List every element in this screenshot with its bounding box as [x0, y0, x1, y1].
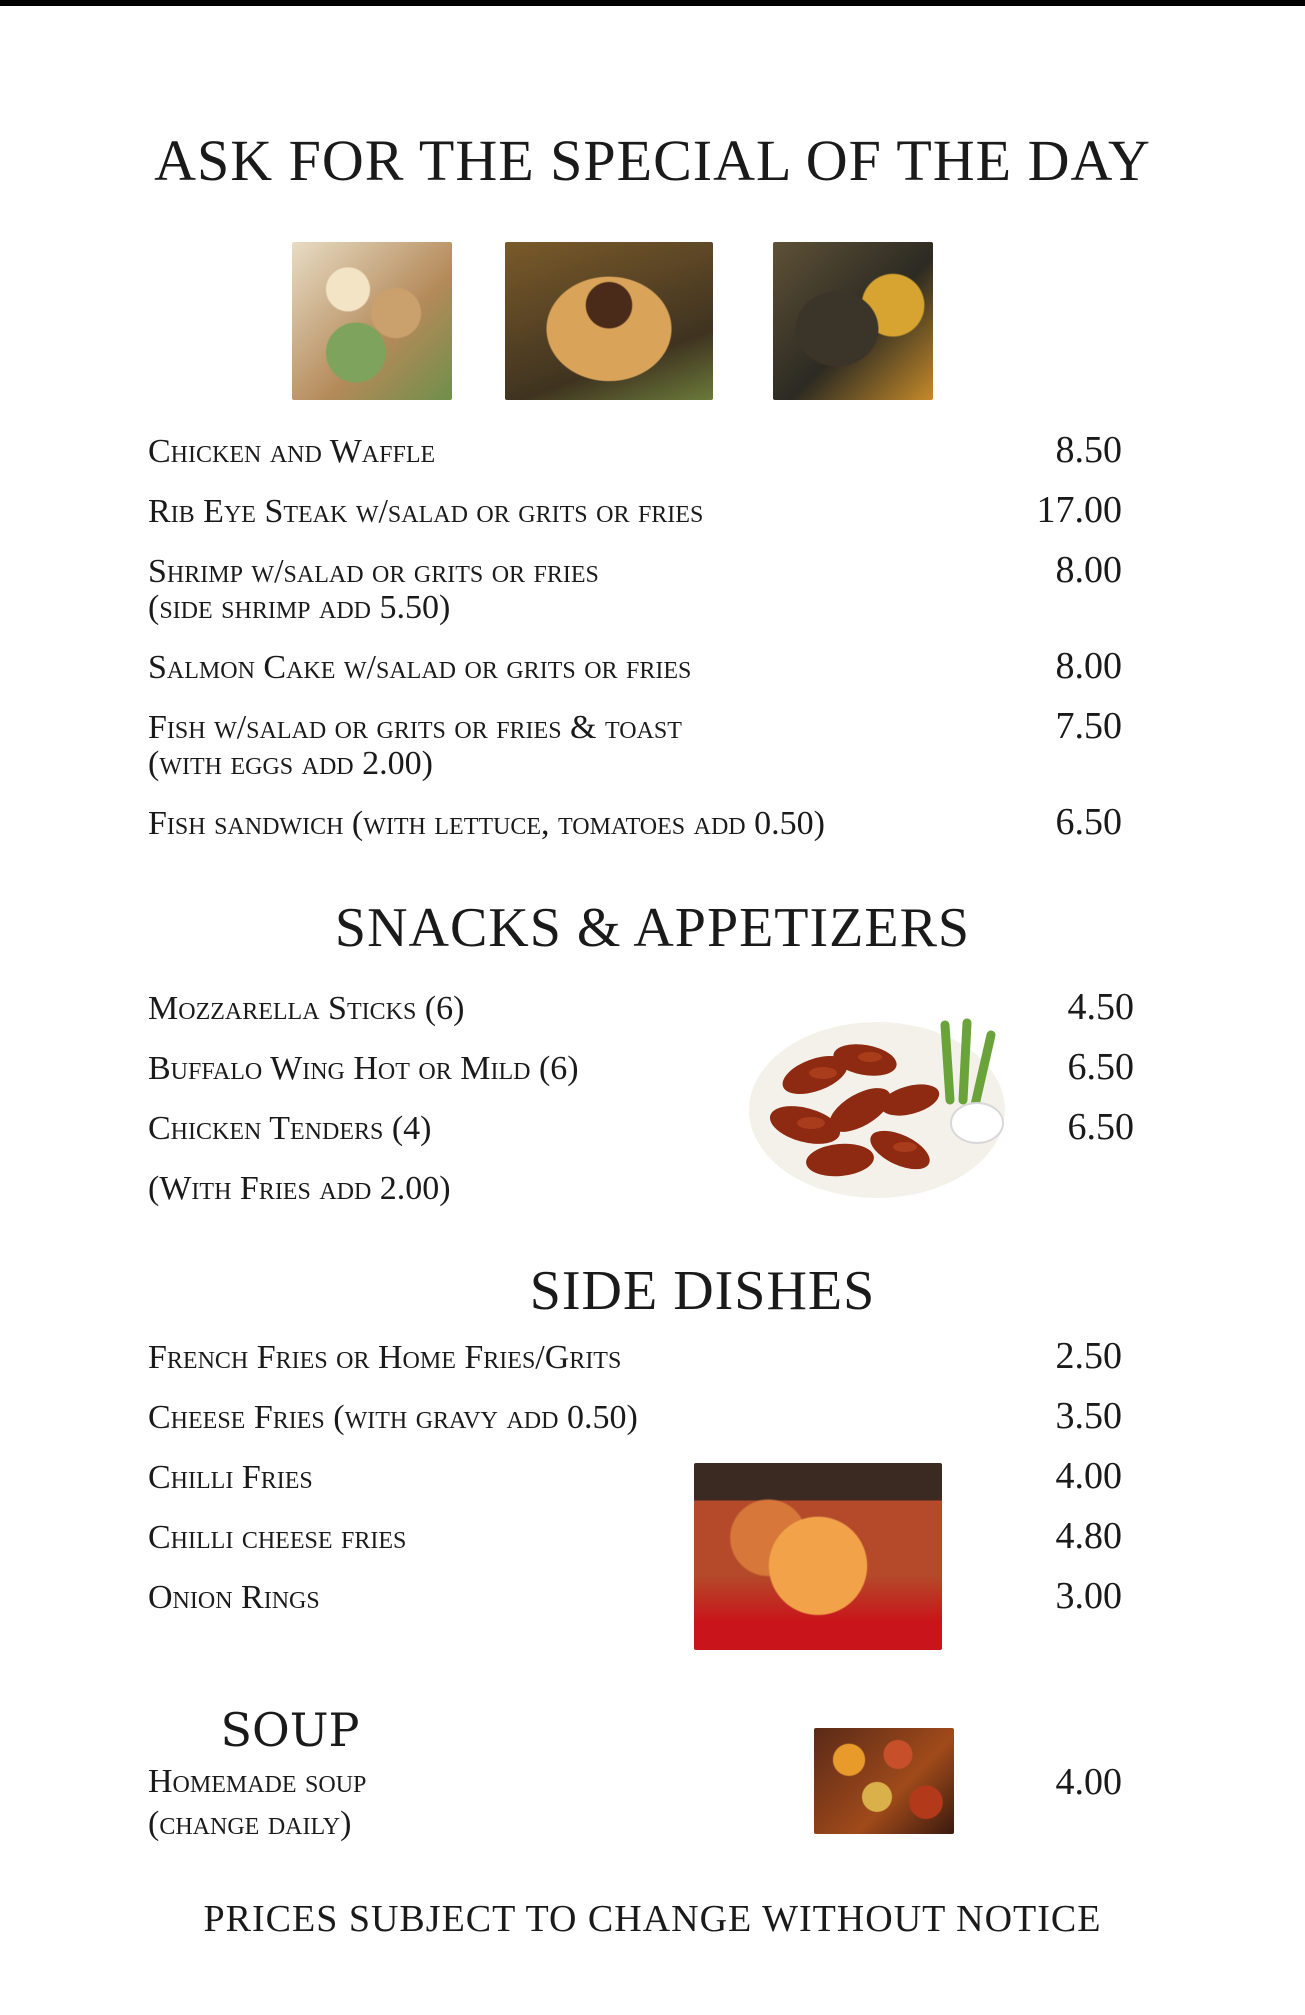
price-rib-eye: 17.00: [1036, 489, 1122, 531]
price-buffalo-wing: 6.50: [1067, 1046, 1134, 1088]
price-salmon: 8.00: [1055, 645, 1122, 687]
top-border: [0, 0, 1305, 6]
buffalo-wings-photo: [745, 1005, 1010, 1205]
menu-item-fish-sandwich: Fish sandwich (with lettuce, tomatoes add 0.50): [148, 805, 825, 842]
price-french-fries: 2.50: [1055, 1335, 1122, 1377]
soup-heading: SOUP: [220, 1703, 360, 1757]
menu-item-chilli-cheese-fries: Chilli cheese fries: [148, 1519, 407, 1556]
menu-item-chicken-waffle: Chicken and Waffle: [148, 433, 436, 470]
menu-item-fish: Fish w/salad or grits or fries & toast: [148, 709, 682, 746]
menu-item-chicken-tenders: Chicken Tenders (4): [148, 1110, 432, 1147]
price-chilli-cheese-fries: 4.80: [1055, 1515, 1122, 1557]
menu-item-onion-rings: Onion Rings: [148, 1579, 320, 1616]
menu-item-fish-note: (with eggs add 2.00): [148, 745, 433, 782]
steak-photo: [773, 242, 933, 400]
menu-item-shrimp-note: (side shrimp add 5.50): [148, 589, 451, 626]
price-chicken-waffle: 8.50: [1055, 429, 1122, 471]
chicken-waffle-photo: [505, 242, 713, 400]
snacks-note: (With Fries add 2.00): [148, 1170, 451, 1207]
menu-item-salmon: Salmon Cake w/salad or grits or fries: [148, 649, 692, 686]
menu-item-buffalo-wing: Buffalo Wing Hot or Mild (6): [148, 1050, 579, 1087]
menu-item-cheese-fries: Cheese Fries (with gravy add 0.50): [148, 1399, 638, 1436]
sides-heading: SIDE DISHES: [529, 1260, 876, 1322]
menu-item-french-fries: French Fries or Home Fries/Grits: [148, 1339, 622, 1376]
price-chilli-fries: 4.00: [1055, 1455, 1122, 1497]
price-soup: 4.00: [1055, 1761, 1122, 1803]
chili-fries-photo: [694, 1463, 942, 1650]
menu-item-soup-note: (change daily): [148, 1805, 352, 1842]
menu-item-mozzarella: Mozzarella Sticks (6): [148, 990, 465, 1027]
price-disclaimer: PRICES SUBJECT TO CHANGE WITHOUT NOTICE: [203, 1898, 1102, 1940]
price-fish: 7.50: [1055, 705, 1122, 747]
price-fish-sandwich: 6.50: [1055, 801, 1122, 843]
menu-item-rib-eye: Rib Eye Steak w/salad or grits or fries: [148, 493, 704, 530]
menu-item-chilli-fries: Chilli Fries: [148, 1459, 313, 1496]
special-heading: ASK FOR THE SPECIAL OF THE DAY: [154, 128, 1151, 193]
soup-photo: [814, 1728, 954, 1834]
price-shrimp: 8.00: [1055, 549, 1122, 591]
menu-item-homemade-soup: Homemade soup: [148, 1763, 367, 1800]
menu-item-shrimp: Shrimp w/salad or grits or fries: [148, 553, 599, 590]
food-photo: [292, 242, 452, 400]
price-cheese-fries: 3.50: [1055, 1395, 1122, 1437]
price-onion-rings: 3.00: [1055, 1575, 1122, 1617]
price-mozzarella: 4.50: [1067, 986, 1134, 1028]
buffalo-wings-illustration: [745, 1005, 1010, 1205]
price-chicken-tenders: 6.50: [1067, 1106, 1134, 1148]
snacks-heading: SNACKS & APPETIZERS: [334, 897, 971, 959]
